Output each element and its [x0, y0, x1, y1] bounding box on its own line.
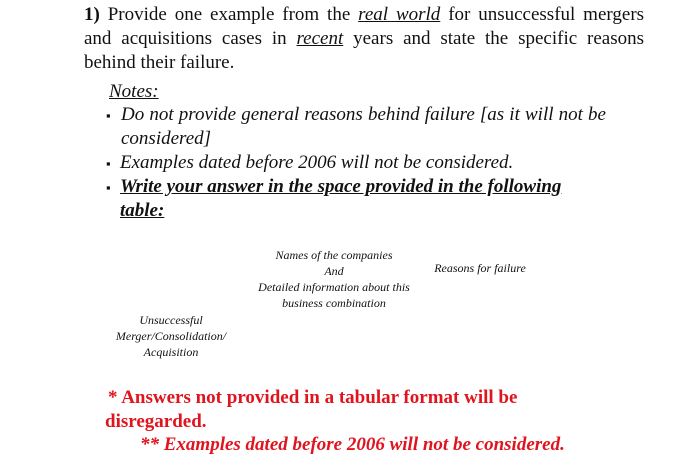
warning-date-limit: ** Examples dated before 2006 will not be considered.	[140, 434, 565, 455]
warning-tabular-format	[105, 386, 628, 434]
note-item-answer-space	[106, 175, 610, 223]
question-text-part2: for unsuccessful mergers and acquisitions cases in	[84, 4, 645, 49]
question-paragraph	[84, 3, 644, 75]
question-emphasis-real-world: real world	[358, 4, 441, 25]
table-row-header: Unsuccessful Merger/Consolidation/ Acquisition	[115, 313, 227, 359]
note-text: Examples dated before 2006 will not be considered.	[120, 152, 514, 173]
notes-heading: Notes:	[109, 81, 159, 102]
question-emphasis-recent: recent	[296, 28, 344, 49]
table-column-header-companies: Names of the companies And Detailed information about this business combination	[258, 248, 410, 310]
bullet-icon: ▪	[106, 156, 111, 171]
bullet-icon: ▪	[106, 180, 111, 195]
table-column-header-reasons: Reasons for failure	[434, 261, 526, 275]
question-text-part3: years and state the specific reasons behind their failure.	[84, 28, 644, 73]
note-text: Do not provide general reasons behind failure [as it will not be considered]	[121, 104, 606, 149]
warning-line1-continued: disregarded.	[105, 411, 207, 432]
bullet-icon: ▪	[106, 108, 111, 123]
question-text-part1: Provide one example from the	[107, 4, 351, 25]
question-number: 1)	[84, 4, 100, 25]
note-item-date-limit	[106, 151, 620, 175]
note-item-general-reasons	[106, 103, 606, 151]
note-text: Write your answer in the space provided in the following table:	[120, 176, 562, 221]
warning-line1: * Answers not provided in a tabular format will be	[108, 387, 518, 408]
